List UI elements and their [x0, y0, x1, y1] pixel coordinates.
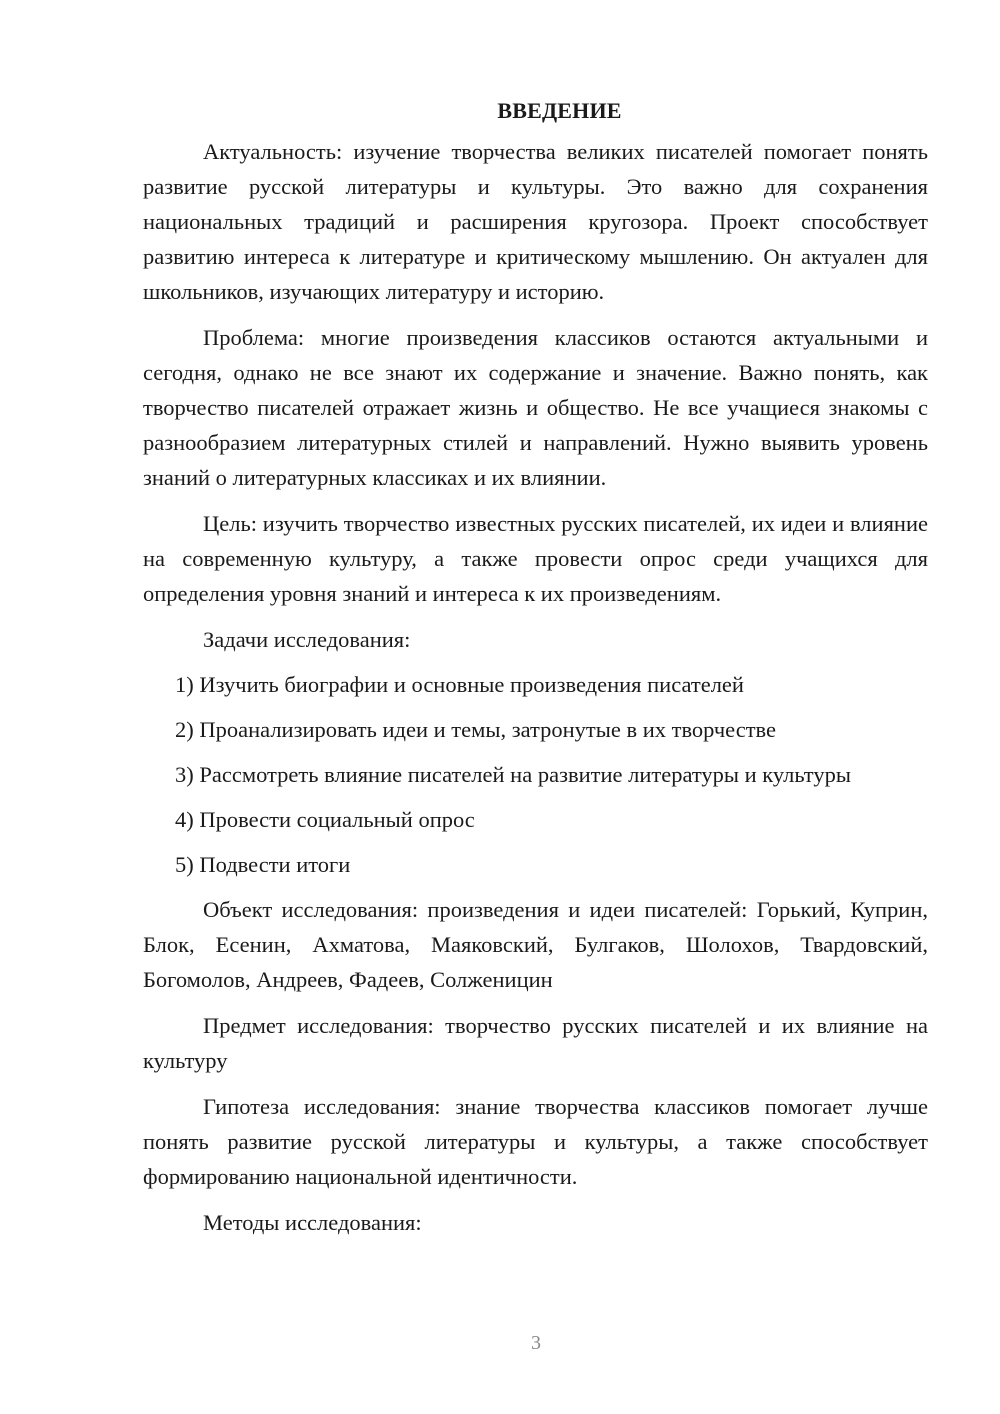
task-item-5: 5) Подвести итоги — [175, 852, 351, 877]
object-paragraph: Объект исследования: произведения и идеи писателей: Горький, Куприн, Блок, Есенин, Ахматова, Маяковский, Булгаков, Шолохов, Твардовский, Богомолов, Андреев, Фадеев, Солженицин — [143, 897, 928, 992]
goal-paragraph: Цель: изучить творчество известных русских писателей, их идеи и влияние на современную культуру, а также провести опрос среди учащихся для определения уровня знаний и интереса к их произведениям. — [143, 511, 928, 606]
page-number: 3 — [531, 1332, 541, 1354]
subject-paragraph: Предмет исследования: творчество русских писателей и их влияние на культуру — [143, 1013, 928, 1073]
methods-heading: Методы исследования: — [203, 1210, 422, 1235]
task-item-1: 1) Изучить биографии и основные произведения писателей — [175, 672, 744, 697]
page-title: ВВЕДЕНИЕ — [497, 98, 622, 123]
tasks-list — [143, 667, 928, 882]
task-item-2: 2) Проанализировать идеи и темы, затронутые в их творчестве — [175, 717, 777, 742]
task-item-4: 4) Провести социальный опрос — [175, 807, 475, 832]
relevance-paragraph: Актуальность: изучение творчества великих писателей помогает понять развитие русской литературы и культуры. Это важно для сохранения национальных традиций и расширения кругозора. Проект способствует развитию интереса к литературе и критическому мышлению. Он актуален для школьников, изучающих литературу и историю. — [143, 139, 928, 304]
task-item-3: 3) Рассмотреть влияние писателей на развитие литературы и культуры — [175, 762, 851, 787]
document-page — [143, 93, 928, 1250]
tasks-heading: Задачи исследования: — [203, 627, 411, 652]
problem-paragraph: Проблема: многие произведения классиков остаются актуальными и сегодня, однако не все знают их содержание и значение. Важно понять, как творчество писателей отражает жизнь и общество. Не все учащиеся знакомы с разнообразием литературных стилей и направлений. Нужно выявить уровень знаний о литературных классиках и их влиянии. — [143, 325, 928, 490]
hypothesis-paragraph: Гипотеза исследования: знание творчества классиков помогает лучше понять развитие русской литературы и культуры, а также способствует формированию национальной идентичности. — [143, 1094, 928, 1189]
